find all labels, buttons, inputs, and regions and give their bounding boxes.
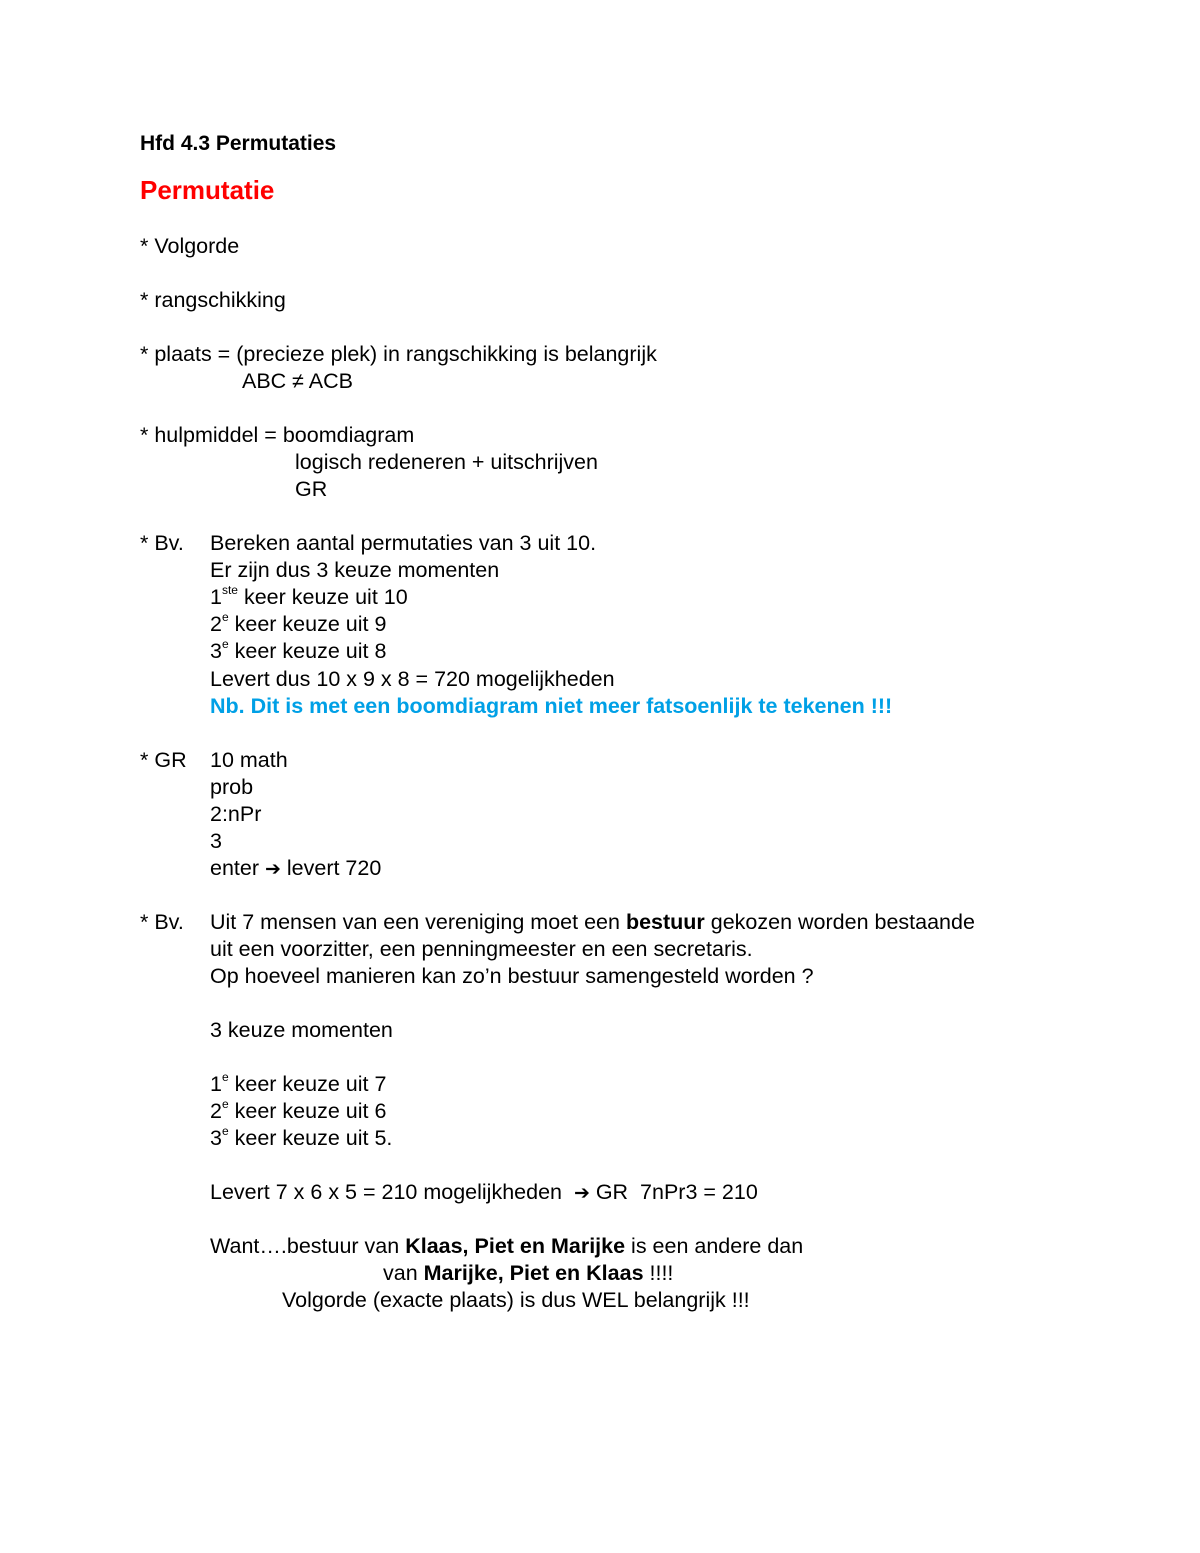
- gr-line-5: enter ➔ levert 720: [210, 856, 382, 880]
- arrow-right-icon: ➔: [264, 859, 281, 880]
- example2-line-2: uit een voorzitter, een penningmeester en een secretaris.: [210, 937, 753, 961]
- bullet-plaats: * plaats = (precieze plek) in rangschikking is belangrijk: [140, 342, 657, 366]
- bullet-rangschikking: * rangschikking: [140, 288, 286, 312]
- gr-line-2: prob: [210, 775, 254, 799]
- gr-line-4: 3: [210, 829, 222, 853]
- example1-line-4: 2e keer keuze uit 9: [210, 609, 387, 636]
- example1-line-2: Er zijn dus 3 keuze momenten: [210, 558, 500, 582]
- gr-line-3: 2:nPr: [210, 802, 262, 826]
- example1-line-1: Bereken aantal permutaties van 3 uit 10.: [210, 531, 597, 555]
- example2-line-1: Uit 7 mensen van een vereniging moet een bestuur gekozen worden bestaande: [210, 910, 975, 934]
- chapter-heading: Hfd 4.3 Permutaties: [140, 132, 337, 155]
- hulpmiddel-line-2: logisch redeneren + uitschrijven: [295, 450, 598, 474]
- example1-line-6: Levert dus 10 x 9 x 8 = 720 mogelijkheden: [210, 667, 615, 691]
- example2-line-7: 3e keer keuze uit 5.: [210, 1123, 393, 1150]
- gr-line-1: 10 math: [210, 748, 288, 772]
- bullet-hulpmiddel: * hulpmiddel = boomdiagram: [140, 423, 415, 447]
- example1-line-5: 3e keer keuze uit 8: [210, 636, 387, 663]
- example2-line-6: 2e keer keuze uit 6: [210, 1096, 387, 1123]
- example2-line-3: Op hoeveel manieren kan zo’n bestuur samengesteld worden ?: [210, 964, 814, 988]
- section-title: Permutatie: [140, 175, 275, 205]
- arrow-right-icon: ➔: [573, 1183, 590, 1204]
- example2-line-10: van Marijke, Piet en Klaas !!!!: [383, 1261, 674, 1285]
- example1-note: Nb. Dit is met een boomdiagram niet meer fatsoenlijk te tekenen !!!: [210, 694, 893, 718]
- bullet-volgorde: * Volgorde: [140, 234, 240, 258]
- hulpmiddel-line-3: GR: [295, 477, 328, 501]
- example2-line-4: 3 keuze momenten: [210, 1018, 393, 1042]
- example1-marker: * Bv.: [140, 531, 184, 555]
- example2-marker: * Bv.: [140, 910, 184, 934]
- gr-marker: * GR: [140, 748, 187, 772]
- example2-line-8: Levert 7 x 6 x 5 = 210 mogelijkheden ➔ GR 7nPr3 = 210: [210, 1180, 758, 1204]
- example2-line-9: Want….bestuur van Klaas, Piet en Marijke is een andere dan: [210, 1234, 804, 1258]
- example2-line-5: 1e keer keuze uit 7: [210, 1069, 387, 1096]
- example2-line-11: Volgorde (exacte plaats) is dus WEL belangrijk !!!: [282, 1288, 750, 1312]
- example1-line-3: 1ste keer keuze uit 10: [210, 582, 408, 609]
- plaats-example: ABC ≠ ACB: [242, 369, 353, 393]
